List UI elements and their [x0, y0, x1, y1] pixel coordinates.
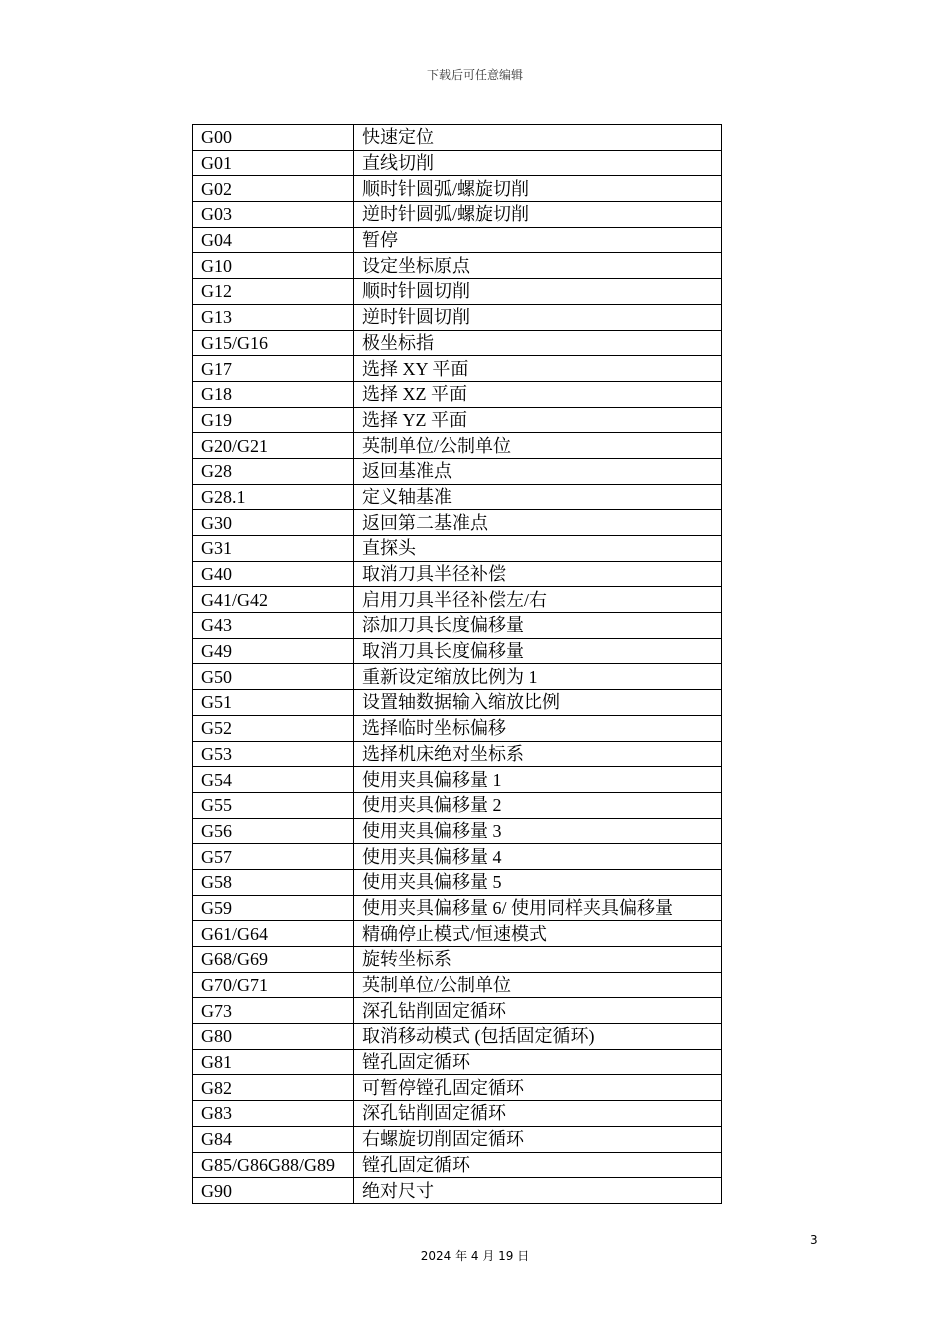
description-cell: 返回基准点 [354, 458, 722, 484]
table-row [193, 536, 722, 562]
table-row [193, 947, 722, 973]
table-row [193, 1024, 722, 1050]
table-row [193, 458, 722, 484]
table-row [193, 202, 722, 228]
gcode-cell: G54 [193, 767, 354, 793]
gcode-cell: G52 [193, 715, 354, 741]
gcode-table-body [193, 125, 722, 1204]
description-cell: 定义轴基准 [354, 484, 722, 510]
description-cell: 可暂停镗孔固定循环 [354, 1075, 722, 1101]
gcode-cell: G85/G86G88/G89 [193, 1152, 354, 1178]
gcode-cell: G03 [193, 202, 354, 228]
gcode-cell: G19 [193, 407, 354, 433]
table-row [193, 664, 722, 690]
table-row [193, 715, 722, 741]
description-cell: 使用夹具偏移量 1 [354, 767, 722, 793]
table-row [193, 972, 722, 998]
description-cell: 直探头 [354, 536, 722, 562]
gcode-cell: G10 [193, 253, 354, 279]
description-cell: 返回第二基准点 [354, 510, 722, 536]
description-cell: 使用夹具偏移量 4 [354, 844, 722, 870]
description-cell: 逆时针圆切削 [354, 304, 722, 330]
description-cell: 设置轴数据输入缩放比例 [354, 690, 722, 716]
gcode-cell: G80 [193, 1024, 354, 1050]
description-cell: 镗孔固定循环 [354, 1152, 722, 1178]
description-cell: 深孔钻削固定循环 [354, 998, 722, 1024]
description-cell: 取消刀具长度偏移量 [354, 638, 722, 664]
gcode-cell: G43 [193, 613, 354, 639]
table-row [193, 638, 722, 664]
table-row [193, 1075, 722, 1101]
description-cell: 顺时针圆切削 [354, 279, 722, 305]
gcode-cell: G50 [193, 664, 354, 690]
description-cell: 英制单位/公制单位 [354, 972, 722, 998]
gcode-cell: G28.1 [193, 484, 354, 510]
description-cell: 启用刀具半径补偿左/右 [354, 587, 722, 613]
table-row [193, 587, 722, 613]
description-cell: 使用夹具偏移量 5 [354, 869, 722, 895]
table-row [193, 1178, 722, 1204]
description-cell: 镗孔固定循环 [354, 1049, 722, 1075]
table-row [193, 279, 722, 305]
table-row [193, 741, 722, 767]
description-cell: 选择 YZ 平面 [354, 407, 722, 433]
table-row [193, 150, 722, 176]
table-row [193, 792, 722, 818]
gcode-cell: G31 [193, 536, 354, 562]
description-cell: 直线切削 [354, 150, 722, 176]
gcode-cell: G40 [193, 561, 354, 587]
description-cell: 设定坐标原点 [354, 253, 722, 279]
gcode-cell: G73 [193, 998, 354, 1024]
page-number: 3 [810, 1233, 818, 1247]
gcode-table [192, 124, 722, 1204]
description-cell: 右螺旋切削固定循环 [354, 1126, 722, 1152]
gcode-cell: G84 [193, 1126, 354, 1152]
gcode-cell: G15/G16 [193, 330, 354, 356]
gcode-cell: G70/G71 [193, 972, 354, 998]
table-row [193, 561, 722, 587]
gcode-cell: G02 [193, 176, 354, 202]
gcode-cell: G58 [193, 869, 354, 895]
description-cell: 选择临时坐标偏移 [354, 715, 722, 741]
table-row [193, 690, 722, 716]
table-row [193, 1152, 722, 1178]
gcode-cell: G56 [193, 818, 354, 844]
gcode-cell: G49 [193, 638, 354, 664]
gcode-cell: G81 [193, 1049, 354, 1075]
table-row [193, 1126, 722, 1152]
description-cell: 深孔钻削固定循环 [354, 1101, 722, 1127]
description-cell: 英制单位/公制单位 [354, 433, 722, 459]
gcode-cell: G30 [193, 510, 354, 536]
table-row [193, 433, 722, 459]
gcode-cell: G28 [193, 458, 354, 484]
gcode-cell: G01 [193, 150, 354, 176]
gcode-cell: G68/G69 [193, 947, 354, 973]
description-cell: 使用夹具偏移量 3 [354, 818, 722, 844]
description-cell: 暂停 [354, 227, 722, 253]
gcode-cell: G55 [193, 792, 354, 818]
table-row [193, 356, 722, 382]
table-row [193, 895, 722, 921]
table-row [193, 767, 722, 793]
table-row [193, 613, 722, 639]
gcode-cell: G51 [193, 690, 354, 716]
description-cell: 取消刀具半径补偿 [354, 561, 722, 587]
description-cell: 选择 XY 平面 [354, 356, 722, 382]
table-row [193, 125, 722, 151]
gcode-cell: G18 [193, 381, 354, 407]
gcode-cell: G90 [193, 1178, 354, 1204]
page-header: 下载后可任意编辑 [426, 68, 523, 82]
table-row [193, 330, 722, 356]
table-row [193, 176, 722, 202]
table-row [193, 1101, 722, 1127]
table-row [193, 407, 722, 433]
table-row [193, 381, 722, 407]
description-cell: 重新设定缩放比例为 1 [354, 664, 722, 690]
table-row [193, 484, 722, 510]
gcode-cell: G82 [193, 1075, 354, 1101]
gcode-cell: G57 [193, 844, 354, 870]
table-row [193, 1049, 722, 1075]
description-cell: 使用夹具偏移量 6/ 使用同样夹具偏移量 [354, 895, 722, 921]
table-row [193, 253, 722, 279]
description-cell: 添加刀具长度偏移量 [354, 613, 722, 639]
gcode-cell: G12 [193, 279, 354, 305]
description-cell: 逆时针圆弧/螺旋切削 [354, 202, 722, 228]
gcode-cell: G04 [193, 227, 354, 253]
description-cell: 旋转坐标系 [354, 947, 722, 973]
gcode-cell: G83 [193, 1101, 354, 1127]
table-row [193, 921, 722, 947]
gcode-cell: G13 [193, 304, 354, 330]
description-cell: 精确停止模式/恒速模式 [354, 921, 722, 947]
description-cell: 使用夹具偏移量 2 [354, 792, 722, 818]
table-row [193, 510, 722, 536]
table-row [193, 304, 722, 330]
description-cell: 极坐标指 [354, 330, 722, 356]
description-cell: 取消移动模式 (包括固定循环) [354, 1024, 722, 1050]
description-cell: 选择机床绝对坐标系 [354, 741, 722, 767]
description-cell: 顺时针圆弧/螺旋切削 [354, 176, 722, 202]
gcode-cell: G53 [193, 741, 354, 767]
table-row [193, 227, 722, 253]
gcode-cell: G20/G21 [193, 433, 354, 459]
table-row [193, 998, 722, 1024]
table-row [193, 844, 722, 870]
page-footer-date: 2024 年 4 月 19 日 [420, 1249, 530, 1263]
gcode-cell: G59 [193, 895, 354, 921]
description-cell: 绝对尺寸 [354, 1178, 722, 1204]
gcode-cell: G41/G42 [193, 587, 354, 613]
gcode-cell: G17 [193, 356, 354, 382]
table-row [193, 869, 722, 895]
description-cell: 快速定位 [354, 125, 722, 151]
description-cell: 选择 XZ 平面 [354, 381, 722, 407]
gcode-cell: G61/G64 [193, 921, 354, 947]
gcode-cell: G00 [193, 125, 354, 151]
table-row [193, 818, 722, 844]
